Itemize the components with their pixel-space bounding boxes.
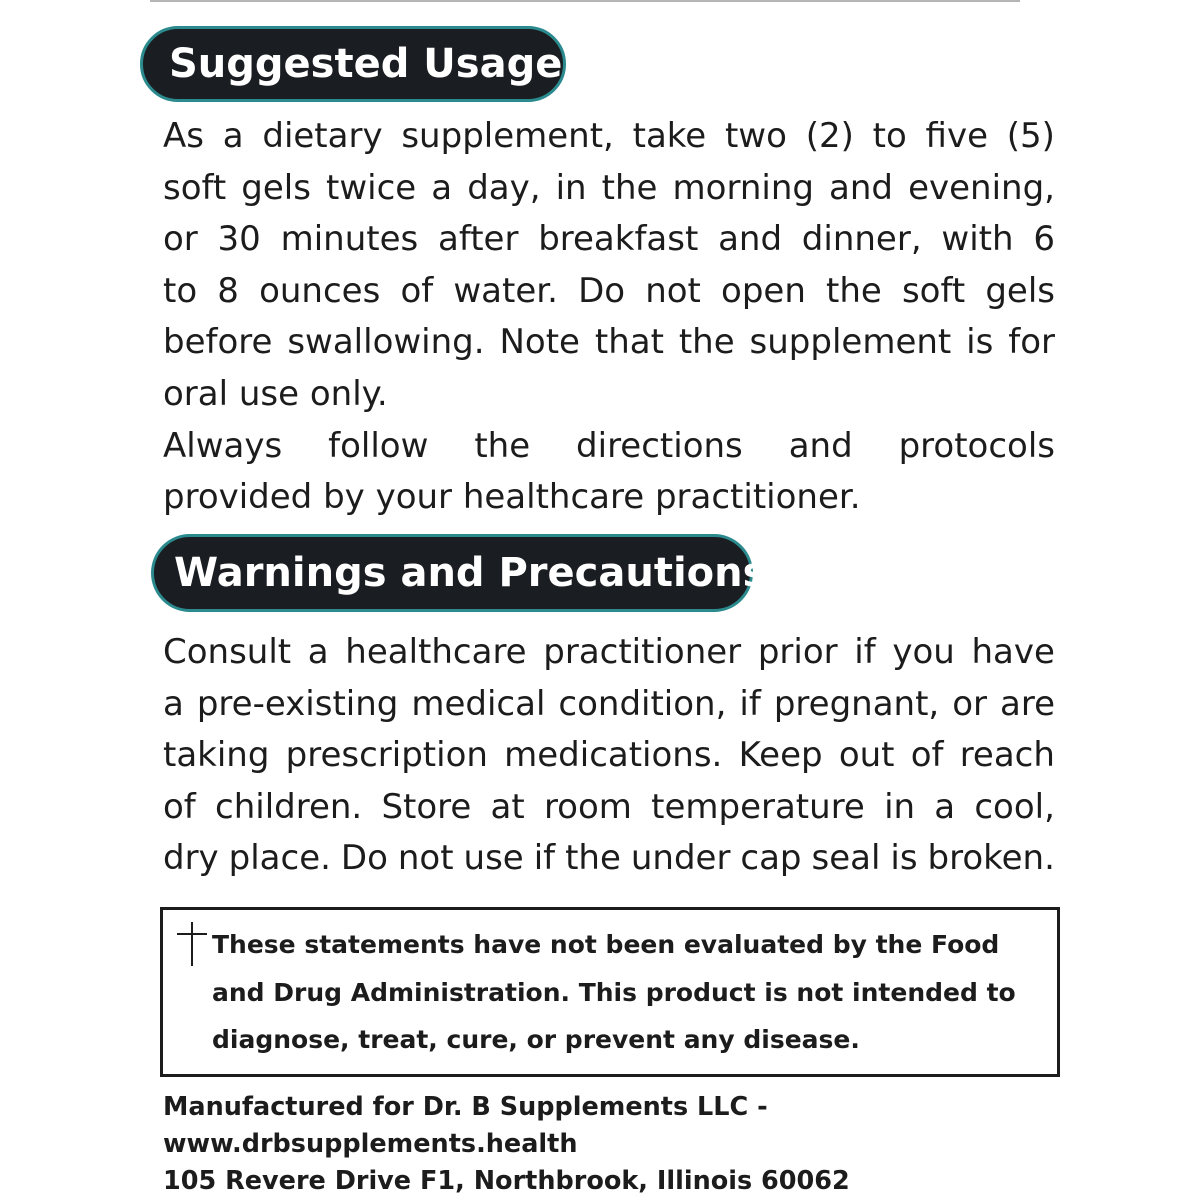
suggested-usage-body xyxy=(163,111,1055,524)
warnings-line: of children. Store at room temperature in a cool, xyxy=(163,786,1055,827)
manufacturer-website: www.drbsupplements.health xyxy=(163,1129,578,1159)
warnings-line: dry place. Do not use if the under cap seal is broken. xyxy=(163,838,1055,879)
usage-line: to 8 ounces of water. Do not open the soft gels xyxy=(163,270,1055,311)
usage-line: before swallowing. Note that the supplement is for xyxy=(163,322,1055,363)
manufacturer-footer xyxy=(163,1089,1063,1200)
fda-disclaimer-box xyxy=(160,907,1060,1077)
suggested-usage-heading xyxy=(140,26,579,102)
disclaimer-line: and Drug Administration. This product is not intended to xyxy=(212,977,1016,1007)
warnings-heading-text: Warnings and Precautions: xyxy=(174,550,783,596)
warnings-line: Consult a healthcare practitioner prior if you have xyxy=(163,632,1055,672)
warnings-line: a pre-existing medical condition, if pregnant, or are xyxy=(163,683,1055,724)
top-divider xyxy=(150,0,1020,2)
manufacturer-line: Manufactured for Dr. B Supplements LLC - xyxy=(163,1092,768,1122)
disclaimer-line: These statements have not been evaluated by the Food xyxy=(212,930,1000,959)
warnings-body xyxy=(163,627,1055,885)
usage-line: Always follow the directions and protocols xyxy=(163,425,1055,466)
usage-line: soft gels twice a day, in the morning and evening, xyxy=(163,167,1055,208)
usage-line: As a dietary supplement, take two (2) to five (5) xyxy=(163,116,1055,156)
usage-line: oral use only. xyxy=(163,373,388,414)
usage-line: or 30 minutes after breakfast and dinner, with 6 xyxy=(163,219,1055,260)
warnings-line: taking prescription medications. Keep out of reach xyxy=(163,735,1055,776)
dagger-icon xyxy=(177,922,207,966)
warnings-heading xyxy=(151,534,783,612)
fda-disclaimer-text xyxy=(212,921,1042,1064)
suggested-usage-heading-text: Suggested Usage: xyxy=(169,41,579,87)
disclaimer-line: diagnose, treat, cure, or prevent any disease. xyxy=(212,1025,860,1054)
manufacturer-address: 105 Revere Drive F1, Northbrook, Illinois 60062 xyxy=(163,1166,850,1196)
usage-line: provided by your healthcare practitioner. xyxy=(163,477,861,518)
